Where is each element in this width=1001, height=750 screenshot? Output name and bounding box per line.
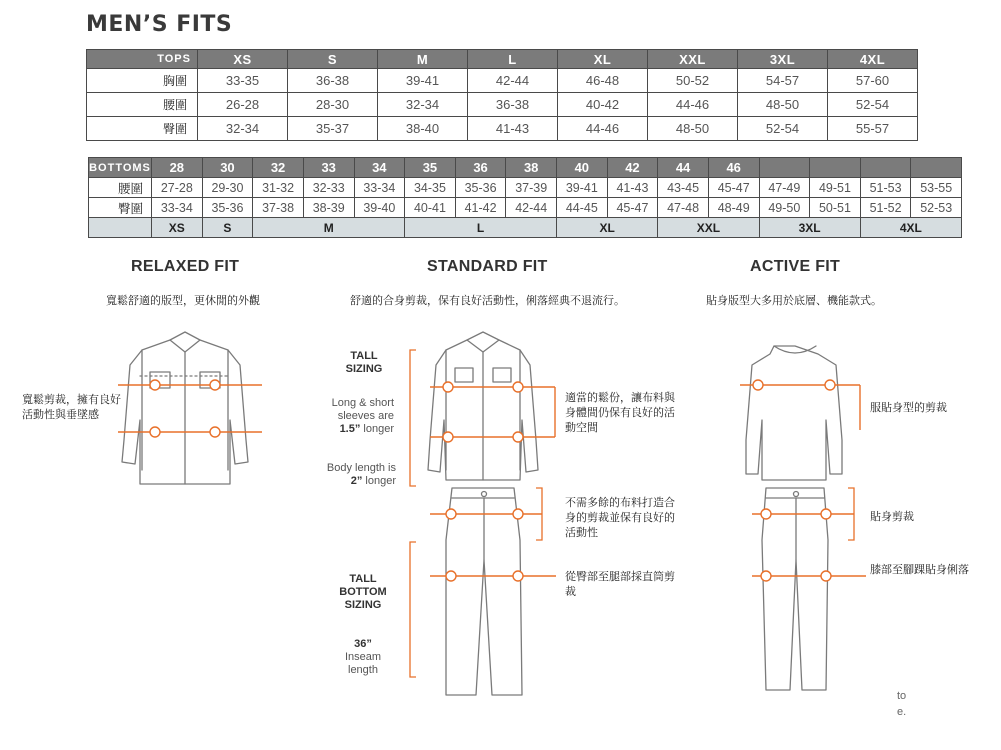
table-cell: 36-38 <box>288 69 378 93</box>
table-cell: 51-52 <box>860 198 911 218</box>
table-cell: 45-47 <box>708 178 759 198</box>
table-cell: 55-57 <box>828 117 918 141</box>
tall-body-text: Body length is <box>326 462 396 474</box>
bottoms-size-header: 32 <box>253 158 304 178</box>
table-cell: 40-41 <box>405 198 456 218</box>
table-cell: 57-60 <box>828 69 918 93</box>
relaxed-fit-note: 寬鬆剪裁，擁有良好活動性與垂墜感 <box>22 393 121 421</box>
bottoms-size-header: 34 <box>354 158 405 178</box>
tops-size-header: XL <box>558 50 648 69</box>
bottoms-size-header: 28 <box>152 158 203 178</box>
table-cell: 44-46 <box>558 117 648 141</box>
fit-size-cell: 3XL <box>759 218 860 238</box>
tall-body-suffix: longer <box>362 475 396 487</box>
bottoms-size-header: 42 <box>607 158 658 178</box>
bottoms-size-header: 46 <box>708 158 759 178</box>
table-cell: 51-53 <box>860 178 911 198</box>
table-cell: 28-30 <box>288 93 378 117</box>
page-title: MEN’S FITS <box>86 12 233 37</box>
table-cell: 26-28 <box>198 93 288 117</box>
table-cell: 38-39 <box>303 198 354 218</box>
table-cell: 41-42 <box>455 198 506 218</box>
tops-size-header: XXL <box>648 50 738 69</box>
tops-size-header: 4XL <box>828 50 918 69</box>
row-label: 臀圍 <box>87 117 198 141</box>
truncated-text-fragment <box>897 688 906 720</box>
table-cell: 45-47 <box>607 198 658 218</box>
standard-shirt-note: 適當的鬆份，讓布料與身體間仍保有良好的活動空間 <box>565 391 675 434</box>
table-cell: 50-52 <box>648 69 738 93</box>
fit-size-cell: L <box>405 218 557 238</box>
table-cell: 52-54 <box>828 93 918 117</box>
active-leg-note: 膝部至腳踝貼身俐落 <box>870 563 969 576</box>
fragment-line-2: e. <box>897 706 907 718</box>
tall-sleeves-suffix: longer <box>360 423 394 435</box>
table-cell: 48-50 <box>738 93 828 117</box>
table-cell: 40-42 <box>558 93 648 117</box>
tall-bottom-sizing-label: TALL BOTTOM SIZING <box>339 573 387 611</box>
table-cell: 48-49 <box>708 198 759 218</box>
relaxed-fit-title: RELAXED FIT <box>131 258 240 275</box>
row-label: 腰圍 <box>89 178 152 198</box>
standard-shirt-illustration <box>428 332 538 480</box>
table-cell: 41-43 <box>607 178 658 198</box>
table-cell: 39-40 <box>354 198 405 218</box>
table-cell: 32-33 <box>303 178 354 198</box>
table-cell: 35-37 <box>288 117 378 141</box>
fit-size-cell: M <box>253 218 405 238</box>
tall-inseam-amount: 36” <box>354 638 372 650</box>
table-cell: 52-53 <box>911 198 962 218</box>
table-cell: 42-44 <box>468 69 558 93</box>
fit-size-cell: XXL <box>658 218 759 238</box>
row-label: 腰圍 <box>87 93 198 117</box>
table-cell: 47-48 <box>658 198 709 218</box>
table-cell: 42-44 <box>506 198 557 218</box>
table-cell: 44-45 <box>557 198 608 218</box>
standard-pants-illustration <box>446 488 522 695</box>
standard-pants-note: 不需多餘的布料打造合身的剪裁並保有良好的活動性 <box>565 496 675 539</box>
table-cell: 36-38 <box>468 93 558 117</box>
tall-sleeves-amount: 1.5” <box>339 423 361 435</box>
active-fit-title: ACTIVE FIT <box>750 258 841 275</box>
active-fit-description: 貼身版型大多用於底層、機能款式。 <box>706 294 882 307</box>
active-tee-note: 服貼身型的剪裁 <box>870 401 947 414</box>
table-cell: 35-36 <box>455 178 506 198</box>
tall-body-note <box>320 462 396 488</box>
row-label: 胸圍 <box>87 69 198 93</box>
fragment-line-1: to <box>897 690 907 702</box>
tops-size-header: XS <box>198 50 288 69</box>
tall-inseam-note <box>330 638 396 677</box>
table-cell: 53-55 <box>911 178 962 198</box>
fit-size-cell: XL <box>557 218 658 238</box>
table-cell: 49-51 <box>810 178 861 198</box>
table-cell: 37-39 <box>506 178 557 198</box>
table-cell: 52-54 <box>738 117 828 141</box>
active-pants-illustration <box>762 488 828 690</box>
table-cell: 48-50 <box>648 117 738 141</box>
table-cell: 41-43 <box>468 117 558 141</box>
table-cell: 29-30 <box>202 178 253 198</box>
table-cell: 32-34 <box>378 93 468 117</box>
standard-fit-title: STANDARD FIT <box>427 258 548 275</box>
tops-size-header: S <box>288 50 378 69</box>
tops-size-header: L <box>468 50 558 69</box>
standard-fit-description: 舒適的合身剪裁，保有良好活動性，俐落經典不退流行。 <box>350 294 625 307</box>
table-cell: 50-51 <box>810 198 861 218</box>
table-cell: 31-32 <box>253 178 304 198</box>
tall-body-amount: 2” <box>350 475 363 487</box>
table-cell: 33-35 <box>198 69 288 93</box>
table-cell: 47-49 <box>759 178 810 198</box>
bottoms-corner-label: BOTTOMS <box>89 158 152 178</box>
table-cell: 54-57 <box>738 69 828 93</box>
bottoms-size-header: 36 <box>455 158 506 178</box>
fit-size-cell: XS <box>152 218 203 238</box>
active-tee-illustration <box>746 346 842 480</box>
standard-leg-note: 從臀部至腿部採直筒剪裁 <box>565 570 675 598</box>
table-cell: 49-50 <box>759 198 810 218</box>
table-cell: 33-34 <box>152 198 203 218</box>
table-cell: 32-34 <box>198 117 288 141</box>
table-cell: 37-38 <box>253 198 304 218</box>
bottoms-size-header: 40 <box>557 158 608 178</box>
table-cell: 39-41 <box>378 69 468 93</box>
tall-sizing-label: TALL SIZING <box>345 350 383 375</box>
table-cell: 35-36 <box>202 198 253 218</box>
bottoms-size-header: 35 <box>405 158 456 178</box>
bottoms-size-header: 33 <box>303 158 354 178</box>
tops-size-header: M <box>378 50 468 69</box>
table-cell: 43-45 <box>658 178 709 198</box>
bottoms-size-header: 44 <box>658 158 709 178</box>
table-cell: 44-46 <box>648 93 738 117</box>
table-cell: 27-28 <box>152 178 203 198</box>
tall-sleeves-text: Long & short sleeves are <box>331 397 394 422</box>
bottoms-size-header: 38 <box>506 158 557 178</box>
table-cell: 38-40 <box>378 117 468 141</box>
table-cell: 46-48 <box>558 69 648 93</box>
tall-inseam-text: Inseam length <box>344 651 382 676</box>
table-cell: 34-35 <box>405 178 456 198</box>
active-pants-note: 貼身剪裁 <box>870 510 914 523</box>
table-cell: 33-34 <box>354 178 405 198</box>
fit-size-cell: S <box>202 218 253 238</box>
relaxed-shirt-illustration <box>122 332 248 484</box>
table-cell: 39-41 <box>557 178 608 198</box>
tall-sleeves-note <box>320 397 394 436</box>
relaxed-fit-description: 寬鬆舒適的版型，更休閒的外觀 <box>106 294 260 307</box>
tops-size-header: 3XL <box>738 50 828 69</box>
tops-corner-label: TOPS <box>87 50 198 69</box>
bottoms-size-header: 30 <box>202 158 253 178</box>
row-label: 臀圍 <box>89 198 152 218</box>
fit-size-cell: 4XL <box>860 218 961 238</box>
